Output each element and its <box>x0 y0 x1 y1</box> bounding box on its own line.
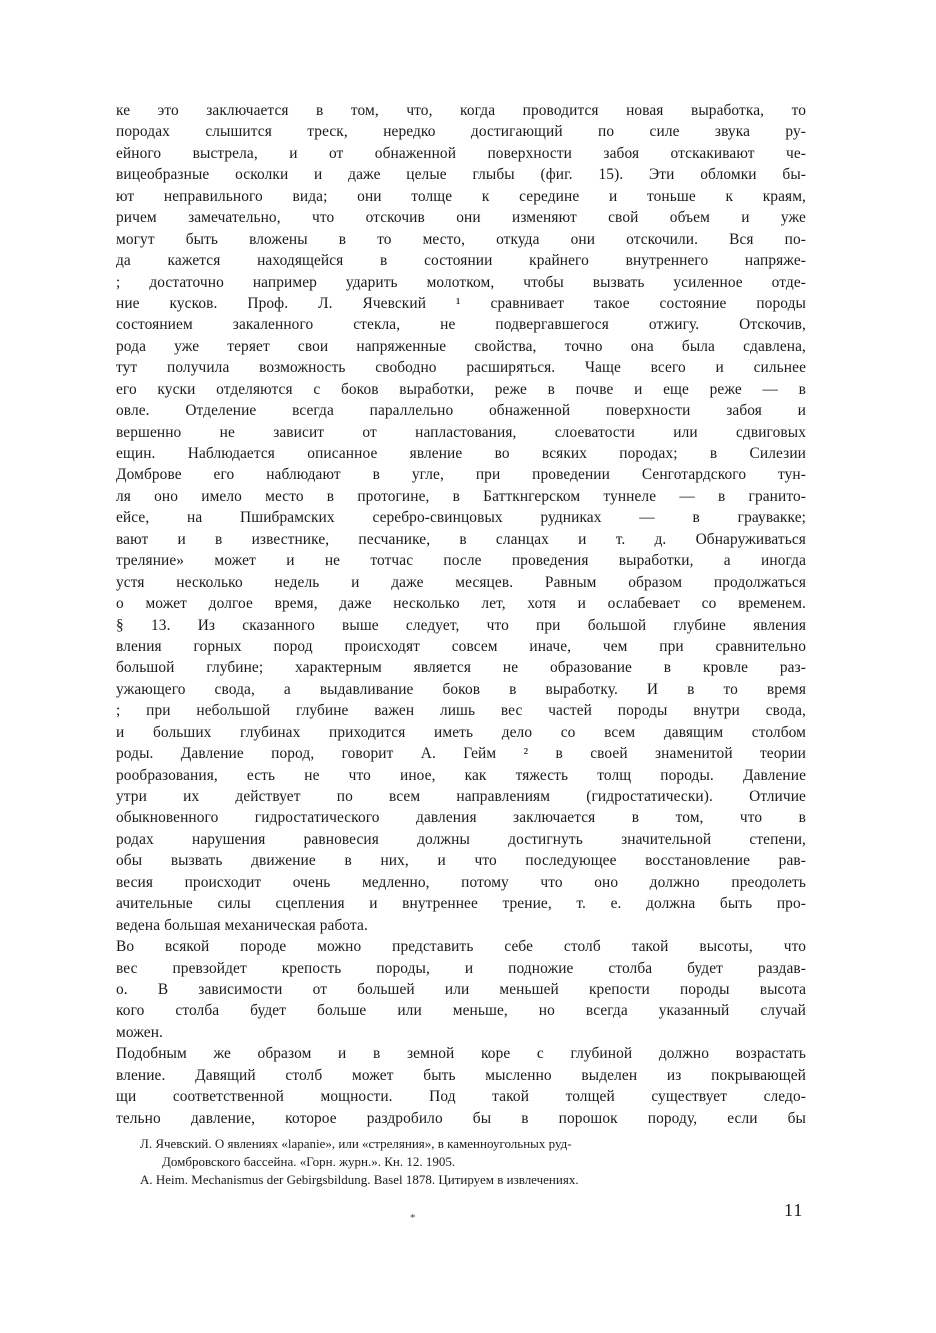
text-line: о может долгое время, даже несколько лет, хотя и ослабевает со временем. <box>116 595 806 613</box>
text-line: вление. Давящий столб может быть мысленно выделен из покрывающей <box>116 1066 806 1084</box>
text-line: § 13. Из сказанного выше следует, что при большой глубине явления <box>116 616 806 634</box>
footnote-line: Л. Ячевский. О явлениях «lapanie», или «стреляния», в каменноугольных руд- <box>140 1136 572 1151</box>
footnote-line: Домбровского бассейна. «Горн. журн.». Кн. 12. 1905. <box>162 1154 456 1169</box>
text-line: породах слышится треск, нередко достигающий по силе звука ру- <box>116 123 806 141</box>
text-line: весия происходит очень медленно, потому что оно должно преодолеть <box>116 873 806 891</box>
text-line: ведена большая механическая работа. <box>116 916 368 934</box>
text-line: Во всякой породе можно представить себе столб такой высоты, что <box>116 938 806 956</box>
text-line: роды. Давление пород, говорит А. Гейм ² в своей знаменитой теории <box>116 745 806 763</box>
text-line: рообразования, есть не что иное, как тяжесть толщ породы. Давление <box>116 766 806 784</box>
text-line: Подобным же образом и в земной коре с глубиной должно возрастать <box>116 1045 806 1063</box>
text-line: вес превзойдет крепость породы, и подножие столба будет раздав- <box>116 959 806 977</box>
text-line: ричем замечательно, что отскочив они изменяют свой объем и уже <box>116 209 806 227</box>
text-line: ачительные силы сцепления и внутреннее трение, т. е. должна быть про- <box>116 895 806 913</box>
text-line: вицеобразные осколки и даже целые глыбы (фиг. 15). Эти обломки бы- <box>116 166 806 184</box>
text-line: родах нарушения равновесия должны достигнуть значительной степени, <box>116 830 806 848</box>
text-line: щи соответственной мощности. Под такой толщей существует следо- <box>116 1088 806 1106</box>
text-line: тельно давление, которое раздробило бы в порошок породу, если бы <box>116 1109 806 1127</box>
footnote-line: А. Heim. Mechanismus der Gebirgsbildung. Basel 1878. Цитируем в извлечениях. <box>140 1172 579 1187</box>
text-line: и больших глубинах приходится иметь дело со всем давящим столбом <box>116 723 806 741</box>
text-line: обыкновенного гидростатического давления заключается в том, что в <box>116 809 806 827</box>
text-line: вления горных пород происходят совсем иначе, чем при сравнительно <box>116 637 806 655</box>
footnotes <box>140 1135 806 1189</box>
text-line: ля оно имело место в протогине, в Батткнгерском туннеле — в гранито- <box>116 487 806 505</box>
text-line: о. В зависимости от большей или меньшей крепости породы высота <box>116 980 806 998</box>
text-line: ние кусков. Проф. Л. Ячевский ¹ сравнивает такое состояние породы <box>116 294 806 312</box>
text-line: большой глубине; характерным является не образование в кровле раз- <box>116 659 806 677</box>
text-line: его куски отделяются с боков выработки, реже в почве и еще реже — в <box>116 380 806 398</box>
text-line: утри их действует по всем направлениям (гидростатически). Отличие <box>116 788 806 805</box>
text-line: рода уже теряет свои напряженные свойства, точно она была сдавлена, <box>116 337 806 355</box>
text-line: ют неправильного вида; они толще к середине и тоньше к краям, <box>116 187 806 205</box>
text-line: ейного выстрела, и от обнаженной поверхности забоя отскакивают че- <box>116 144 806 162</box>
text-line: ; при небольшой глубине важен лишь вес частей породы внутри свода, <box>116 702 806 720</box>
text-line: треляние» может и не тотчас после проведения выработки, а иногда <box>116 552 806 570</box>
text-line: ейсе, на Пшибрамских серебро-свинцовых рудниках — в граувакке; <box>116 509 806 527</box>
body-text <box>116 100 806 1129</box>
text-line: тут получила возможность свободно расширяться. Чаще всего и сильнее <box>116 359 806 377</box>
text-line: овле. Отделение всегда параллельно обнаженной поверхности забоя и <box>116 402 806 420</box>
text-line: могут быть вложены в то место, откуда они отскочили. Вся по- <box>116 230 806 248</box>
text-line: вершенно не зависит от напластования, слоеватости или сдвиговых <box>116 423 806 441</box>
text-line: состоянием закаленного стекла, не подвергавшегося отжигу. Отскочив, <box>116 316 806 334</box>
text-line: ужающего свода, а выдавливание боков в выработку. И в то время <box>116 680 806 698</box>
text-line: вают и в известнике, песчанике, в сланцах и т. д. Обнаруживаться <box>116 530 806 548</box>
text-line: Домброве его наблюдают в угле, при проведении Сенготардского тун- <box>116 466 806 484</box>
text-line: ; достаточно например ударить молотком, чтобы вызвать усиленное отде- <box>116 273 806 291</box>
text-line: обы вызвать движение в них, и что последующее восстановление рав- <box>116 852 806 870</box>
stray-mark: * <box>410 1212 416 1224</box>
text-line: можен. <box>116 1023 163 1041</box>
text-line: устя несколько недель и даже месяцев. Равным образом продолжаться <box>116 573 806 591</box>
page-number: 11 <box>784 1200 804 1220</box>
text-line: ещин. Наблюдается описанное явление во всяких породах; в Силезии <box>116 445 806 462</box>
text-line: кого столба будет больше или меньше, но всегда указанный случай <box>116 1002 806 1020</box>
text-line: да кажется находящейся в состоянии крайнего внутреннего напряже- <box>116 252 806 270</box>
text-line: ке это заключается в том, что, когда проводится новая выработка, то <box>116 102 806 119</box>
